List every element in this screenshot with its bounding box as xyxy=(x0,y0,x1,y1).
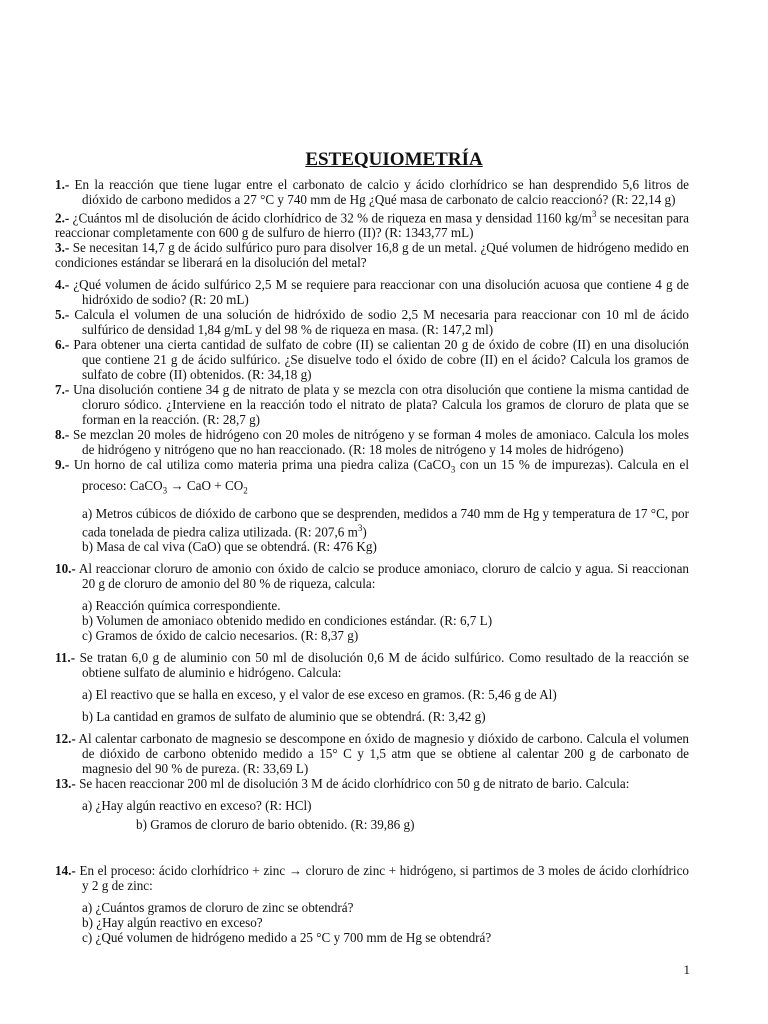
superscript: 3 xyxy=(591,209,597,219)
page-number: 1 xyxy=(683,962,690,977)
problem-text: Se hacen reaccionar 200 ml de disolución 3 M de ácido clorhídrico con 50 g de nitrato de bario. Calcula: xyxy=(75,776,630,791)
problem-number: 10.- xyxy=(55,561,76,576)
problem-4 xyxy=(55,277,689,307)
problem-10-part-c: c) Gramos de óxido de calcio necesarios. (R: 8,37 g) xyxy=(82,628,359,643)
superscript: 3 xyxy=(357,522,363,533)
arrow-icon: → xyxy=(167,478,187,493)
subscript: 3 xyxy=(450,465,456,475)
problem-3 xyxy=(55,240,689,270)
problem-text: En la reacción que tiene lugar entre el carbonato de calcio y ácido clorhídrico se han desprendido 5,6 litros de dióxido de carbono medidos a 27 °C y 740 mm de Hg ¿Qué masa de carbonato de calcio reaccionó? (R: 22,14 g) xyxy=(69,177,689,207)
problem-number: 6.- xyxy=(55,337,70,353)
problem-10-part-b: b) Volumen de amoniaco obtenido medido en condiciones estándar. (R: 6,7 L) xyxy=(82,613,493,628)
arrow-icon: → xyxy=(288,863,302,878)
problem-number: 1.- xyxy=(55,177,70,192)
problem-text: CaO + CO xyxy=(186,478,244,493)
problem-14 xyxy=(55,863,689,893)
problem-text: Para obtener una cierta cantidad de sulfato de cobre (II) se calientan 20 g de óxido de cobre (II) en una disolución que contiene 21 g de ácido sulfúrico. ¿Se disuelve todo el óxido de cobre (II) en el ácido? Calcula los gramos de sulfato de cobre (II) obtenidos. (R: 34,18 g) xyxy=(69,337,689,383)
problem-number: 14.- xyxy=(55,863,76,878)
problem-14-part-c: c) ¿Qué volumen de hidrógeno medido a 25 °C y 700 mm de Hg se obtendrá? xyxy=(82,930,492,945)
problem-9-part-a: a) Metros cúbicos de dióxido de carbono que se desprenden, medidos a 740 mm de Hg y temperatura de 17 °C, por cada tonelada de piedra caliza utilizada. (R: 207,6 $m^3$) xyxy=(82,505,689,539)
problem-10 xyxy=(55,561,689,591)
problem-text: con un 15 % de impurezas). Calcula en el proceso: CaCO xyxy=(82,457,689,493)
problem-text: Se necesitan 14,7 g de ácido sulfúrico puro para disolver 16,8 g de un metal. ¿Qué volumen de hidrógeno medido en condiciones estándar se liberará en la disolución del metal? xyxy=(55,240,689,271)
problem-13-part-a: a) ¿Hay algún reactivo en exceso? (R: HCl) xyxy=(82,798,312,813)
problem-6 xyxy=(55,337,689,382)
problem-14-part-a: a) ¿Cuántos gramos de cloruro de zinc se obtendrá? xyxy=(82,900,354,915)
problem-list xyxy=(55,177,689,945)
problem-1 xyxy=(55,177,689,207)
problem-text: Una disolución contiene 34 g de nitrato de plata y se mezcla con otra disolución que contiene la misma cantidad de cloruro sódico. ¿Interviene en la reacción todo el nitrato de plata? Calcula los gramos de cloruro de plata que se forman en la reacción. (R: 28,7 g) xyxy=(69,382,689,428)
problem-11-part-a: a) El reactivo que se halla en exceso, y el valor de ese exceso en gramos. (R: 5,46 g de Al) xyxy=(82,687,557,702)
subscript: 3 xyxy=(162,485,168,496)
problem-text: ¿Qué volumen de ácido sulfúrico 2,5 M se requiere para reaccionar con una disolución acuosa que contiene 4 g de hidróxido de sodio? (R: 20 mL) xyxy=(69,277,689,308)
problem-number: 8.- xyxy=(55,427,70,443)
problem-2 xyxy=(55,207,689,240)
problem-text: cloruro de zinc + hidrógeno, si partimos de 3 moles de ácido clorhídrico y 2 g de zinc: xyxy=(82,863,689,893)
problem-7 xyxy=(55,382,689,427)
problem-8 xyxy=(55,427,689,457)
problem-number: 7.- xyxy=(55,382,70,398)
problem-11 xyxy=(55,650,689,680)
subscript: 2 xyxy=(243,485,248,496)
problem-number: 3.- xyxy=(55,240,70,256)
problem-number: 12.- xyxy=(55,731,76,746)
problem-text: Un horno de cal utiliza como materia prima una piedra caliza (CaCO xyxy=(69,457,451,473)
problem-text: Al calentar carbonato de magnesio se descompone en óxido de magnesio y dióxido de carbono. Calcula el volumen de dióxido de carbono obtenido medido a 15° C y 1,5 atm que se obtiene al calentar 200 g de carbonato de magnesio del 90 % de pureza. (R: 33,69 L) xyxy=(75,731,689,776)
problem-9 xyxy=(55,457,689,498)
problem-number: 13.- xyxy=(55,776,76,791)
problem-text: se necesitan para reaccionar completamente con 600 g de sulfuro de hierro (II)? (R: 1343,77 mL) xyxy=(55,210,689,241)
problem-13 xyxy=(55,776,689,791)
problem-number: 9.- xyxy=(55,457,70,473)
problem-number: 2.- xyxy=(55,210,70,226)
page-title: ESTEQUIOMETRÍA xyxy=(305,149,483,170)
problem-11-part-b: b) La cantidad en gramos de sulfato de aluminio que se obtendrá. (R: 3,42 g) xyxy=(82,709,486,724)
problem-12 xyxy=(55,731,689,776)
problem-text: ¿Cuántos ml de disolución de ácido clorhídrico de 32 % de riqueza en masa y densidad 1160 kg/m xyxy=(69,210,592,226)
problem-10-part-a: a) Reacción química correspondiente. xyxy=(82,598,281,613)
problem-text: Calcula el volumen de una solución de hidróxido de sodio 2,5 M necesaria para reaccionar con 10 ml de ácido sulfúrico de densidad 1,84 g/mL y del 98 % de riqueza en masa. (R: 147,2 ml) xyxy=(69,307,689,338)
problem-13-part-b: b) Gramos de cloruro de bario obtenido. (R: 39,86 g) xyxy=(136,817,415,832)
problem-text: Se mezclan 20 moles de hidrógeno con 20 moles de nitrógeno y se forman 4 moles de amoniaco. Calcula los moles de hidrógeno y nitrógeno que no han reaccionado. (R: 18 moles de nitrógeno y 14 moles de hidrógeno) xyxy=(69,427,689,458)
problem-text: Al reaccionar cloruro de amonio con óxido de calcio se produce amoniaco, cloruro de calcio y agua. Si reaccionan 20 g de cloruro de amonio del 80 % de riqueza, calcula: xyxy=(75,561,689,591)
problem-5 xyxy=(55,307,689,337)
problem-14-part-b: b) ¿Hay algún reactivo en exceso? xyxy=(82,915,263,930)
problem-number: 5.- xyxy=(55,307,70,323)
problem-9-part-b: b) Masa de cal viva (CaO) que se obtendrá. (R: 476 Kg) xyxy=(82,539,377,554)
problem-text: Se tratan 6,0 g de aluminio con 50 ml de disolución 0,6 M de ácido sulfúrico. Como resultado de la reacción se obtiene sulfato de aluminio e hidrógeno. Calcula: xyxy=(75,650,689,680)
problem-text: En el proceso: ácido clorhídrico + zinc xyxy=(75,863,289,878)
problem-number: 11.- xyxy=(55,650,76,665)
problem-number: 4.- xyxy=(55,277,70,293)
